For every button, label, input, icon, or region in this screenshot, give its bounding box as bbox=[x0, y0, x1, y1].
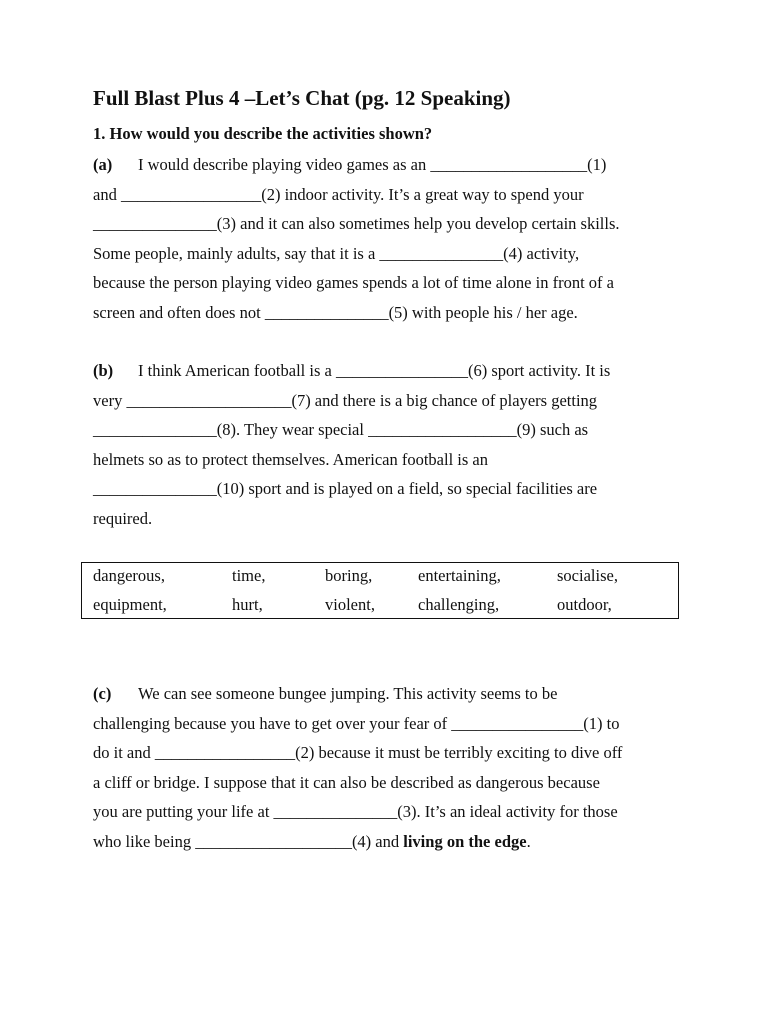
section-b-paragraph bbox=[93, 360, 693, 537]
section-b-line: _______________(10) sport and is played on a field, so special facilities are bbox=[93, 479, 598, 498]
section-c-line: a cliff or bridge. I suppose that it can also be described as dangerous because bbox=[93, 772, 600, 792]
section-b-line: very ____________________(7) and there is a big chance of players getting bbox=[93, 390, 598, 410]
section-c-label: (c) bbox=[93, 684, 112, 703]
question-heading: 1. How would you describe the activities shown? bbox=[93, 124, 433, 143]
section-c-text: who like being ___________________(4) and bbox=[93, 831, 404, 851]
section-a-line: Some people, mainly adults, say that it is a _______________(4) activity, bbox=[93, 243, 580, 263]
section-b-line: required. bbox=[93, 508, 153, 528]
word-bank-word: outdoor, bbox=[557, 595, 612, 614]
section-c-line bbox=[93, 683, 693, 713]
section-b-text: I think American football is a ________________(6) sport activity. It is bbox=[138, 361, 611, 380]
word-bank-word: violent, bbox=[325, 595, 375, 614]
word-bank-word: time, bbox=[232, 566, 266, 585]
section-a-line: screen and often does not _______________(5) with people his / her age. bbox=[93, 302, 578, 322]
section-c-line: do it and _________________(2) because it must be terribly exciting to dive off bbox=[93, 743, 623, 762]
section-a-line bbox=[93, 154, 693, 184]
word-bank-word: hurt, bbox=[232, 595, 263, 614]
section-a-line: because the person playing video games spends a lot of time alone in front of a bbox=[93, 273, 614, 292]
section-a-line: _______________(3) and it can also sometimes help you develop certain skills. bbox=[93, 214, 620, 233]
word-bank-word: dangerous, bbox=[93, 566, 165, 585]
section-a-text: I would describe playing video games as an ___________________(1) bbox=[138, 155, 607, 174]
emphasis-text: living on the edge bbox=[403, 831, 527, 851]
word-bank bbox=[81, 562, 679, 619]
section-a-paragraph bbox=[93, 154, 693, 331]
section-c-paragraph bbox=[93, 683, 693, 860]
word-bank-row bbox=[82, 594, 678, 616]
section-b-line bbox=[93, 360, 693, 390]
word-bank-word: boring, bbox=[325, 566, 373, 585]
section-b-line: _______________(8). They wear special __________________(9) such as bbox=[93, 420, 589, 439]
section-c-line: challenging because you have to get over your fear of ________________(1) to bbox=[93, 713, 620, 733]
page-title: Full Blast Plus 4 –Let’s Chat (pg. 12 Speaking) bbox=[93, 86, 511, 110]
section-b-line: helmets so as to protect themselves. American football is an bbox=[93, 449, 488, 469]
section-c-text: We can see someone bungee jumping. This activity seems to be bbox=[138, 684, 558, 703]
word-bank-word: challenging, bbox=[418, 595, 500, 614]
word-bank-word: equipment, bbox=[93, 595, 167, 614]
section-a-line: and _________________(2) indoor activity. It’s a great way to spend your bbox=[93, 184, 584, 204]
section-c-line: you are putting your life at _______________(3). It’s an ideal activity for those bbox=[93, 802, 618, 821]
section-a-label: (a) bbox=[93, 155, 113, 174]
word-bank-word: entertaining, bbox=[418, 566, 501, 585]
section-b-label: (b) bbox=[93, 361, 114, 380]
section-c-text: . bbox=[526, 831, 531, 851]
word-bank-word: socialise, bbox=[557, 566, 618, 585]
section-c-line bbox=[93, 831, 693, 861]
word-bank-row bbox=[82, 565, 678, 587]
